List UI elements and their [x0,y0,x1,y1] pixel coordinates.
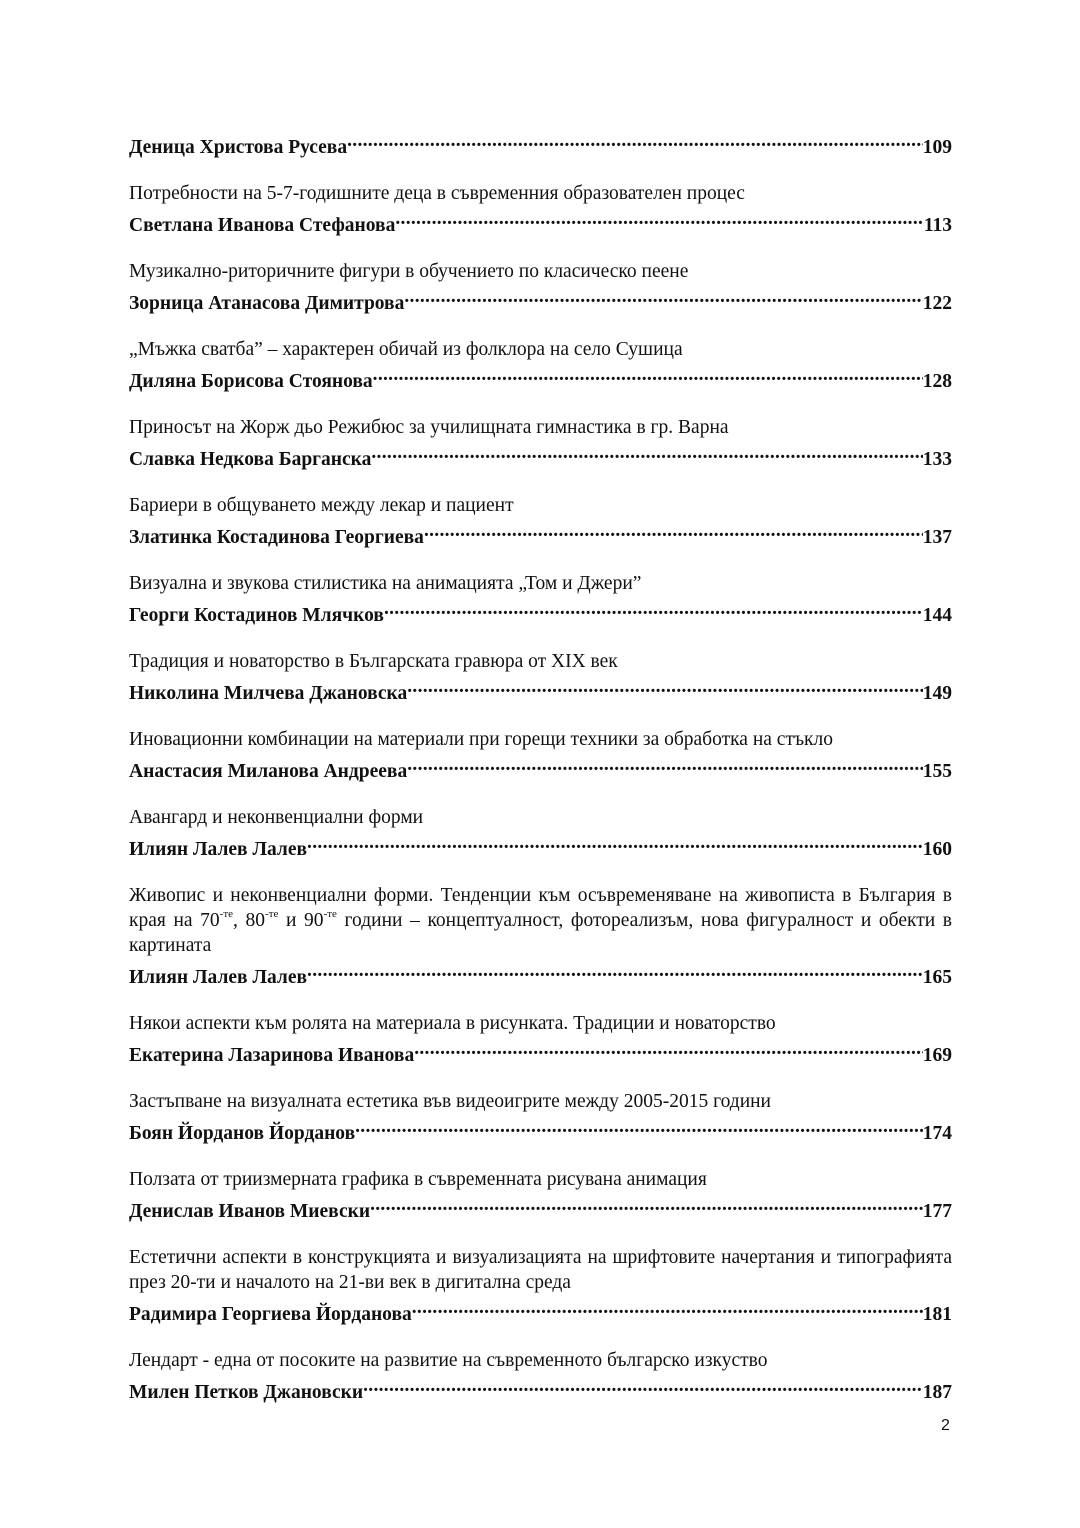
toc-page-number: 109 [922,137,952,158]
toc-author-line[interactable] [129,518,952,550]
toc-entry [129,493,952,550]
toc-entry [129,1089,952,1146]
toc-entry [129,337,952,394]
dot-leader [373,362,923,387]
toc-title-part: и 90 [278,910,324,931]
toc-author: Милен Петков Джановски [129,1382,364,1403]
dot-leader [395,206,923,231]
toc-author-line[interactable] [129,128,952,160]
toc-entry [129,571,952,628]
toc-author: Деница Христова Русева [129,137,348,158]
toc-entry [129,805,952,862]
toc-author: Георги Костадинов Млячков [129,605,384,626]
toc-author: Светлана Иванова Стефанова [129,215,396,236]
toc-entry [129,1011,952,1068]
toc-entry [129,415,952,472]
toc-title: Лендарт - една от посоките на развитие на съвременното българско изкуство [129,1350,768,1371]
toc-author-line[interactable] [129,958,952,990]
toc-page-number: 113 [923,215,952,236]
toc-page-number: 177 [922,1201,952,1222]
toc-author-line[interactable] [129,752,952,784]
dot-leader [371,440,922,465]
dot-leader [307,958,923,983]
table-of-contents [129,128,952,1426]
toc-title: Ползата от триизмерната графика в съвременната рисувана анимация [129,1169,707,1190]
toc-author-line[interactable] [129,1373,952,1405]
toc-page-number: 187 [922,1382,952,1403]
toc-author-line[interactable] [129,1192,952,1224]
dot-leader [412,1295,923,1320]
toc-author: Боян Йорданов Йорданов [129,1123,356,1144]
toc-page-number: 181 [922,1304,952,1325]
toc-entry [129,1245,952,1327]
toc-title: Музикално-риторичните фигури в обучението по класическо пеене [129,261,689,282]
toc-page-number: 122 [922,293,952,314]
toc-author-line[interactable] [129,596,952,628]
toc-page-number: 160 [922,839,952,860]
toc-entry [129,181,952,238]
toc-title: „Мъжка сватба” – характерен обичай из фолклора на село Сушица [129,339,683,360]
toc-title: Иновационни комбинации на материали при горещи техники за обработка на стъкло [129,729,834,750]
toc-title [129,883,952,958]
toc-title: Традиция и новаторство в Българската гравюра от XIX век [129,651,618,672]
toc-page-number: 165 [922,967,952,988]
toc-author-line[interactable] [129,1114,952,1146]
dot-leader [363,1373,923,1398]
toc-title-part: години – концептуалност, фотореализъм, нова фигуралност и обекти в картината [129,910,952,956]
toc-author-line[interactable] [129,1295,952,1327]
toc-entry [129,259,952,316]
toc-author: Анастасия Миланова Андреева [129,761,408,782]
toc-author-line[interactable] [129,206,952,238]
toc-author-line[interactable] [129,440,952,472]
toc-title-superscript: -те [219,907,234,920]
toc-title-superscript: -те [265,907,279,920]
toc-author: Златинка Костадинова Георгиева [129,527,424,548]
toc-page-number: 128 [922,371,952,392]
toc-entry [129,883,952,990]
toc-page-number: 144 [922,605,952,626]
toc-page-number: 169 [922,1045,952,1066]
toc-entry [129,1348,952,1405]
toc-page-number: 174 [922,1123,952,1144]
toc-author: Диляна Борисова Стоянова [129,371,373,392]
toc-author-line[interactable] [129,674,952,706]
toc-author: Екатерина Лазаринова Иванова [129,1045,415,1066]
toc-entry [129,128,952,160]
toc-title: Бариери в общуването между лекар и пациент [129,495,514,516]
dot-leader [370,1192,923,1217]
toc-author-line[interactable] [129,830,952,862]
toc-author: Илиян Лалев Лалев [129,839,308,860]
toc-author: Николина Милчева Джановска [129,683,408,704]
dot-leader [384,596,923,621]
toc-author: Славка Недкова Барганска [129,449,372,470]
dot-leader [404,284,922,309]
dot-leader [424,518,923,543]
toc-title: Авангард и неконвенциални форми [129,807,424,828]
toc-page-number: 155 [922,761,952,782]
toc-entry [129,649,952,706]
toc-author: Зорница Атанасова Димитрова [129,293,405,314]
toc-author-line[interactable] [129,284,952,316]
toc-title: Някои аспекти към ролята на материала в рисунката. Традиции и новаторство [129,1013,776,1034]
footer-page-number: 2 [941,1417,950,1434]
toc-page-number: 149 [922,683,952,704]
toc-entry [129,727,952,784]
dot-leader [407,752,923,777]
toc-author: Денислав Иванов Миевски [129,1201,371,1222]
toc-title: Естетични аспекти в конструкцията и визуализацията на шрифтовите начертания и типографията през 20-ти и началото на 21-ви век в дигитална среда [129,1247,952,1293]
toc-entry [129,1167,952,1224]
dot-leader [414,1036,923,1061]
toc-author-line[interactable] [129,362,952,394]
dot-leader [407,674,923,699]
toc-page-number: 133 [922,449,952,470]
toc-title: Приносът на Жорж дьо Режибюс за училищната гимнастика в гр. Варна [129,417,729,438]
toc-author-line[interactable] [129,1036,952,1068]
toc-title-superscript: -те [323,907,337,920]
toc-title-part: Живопис и неконвенциални форми. Тенденции към осъвременяване на живописта в България в края на 70 [129,885,952,931]
toc-author: Илиян Лалев Лалев [129,967,308,988]
toc-title: Визуална и звукова стилистика на анимацията „Том и Джери” [129,573,642,594]
dot-leader [307,830,923,855]
toc-author: Радимира Георгиева Йорданова [129,1304,412,1325]
toc-page-number: 137 [922,527,952,548]
toc-title: Потребности на 5-7-годишните деца в съвременния образователен процес [129,183,745,204]
toc-title: Застъпване на визуалната естетика във видеоигрите между 2005-2015 години [129,1091,771,1112]
toc-title-part: , 80 [233,910,266,931]
dot-leader [355,1114,923,1139]
dot-leader [347,128,923,153]
